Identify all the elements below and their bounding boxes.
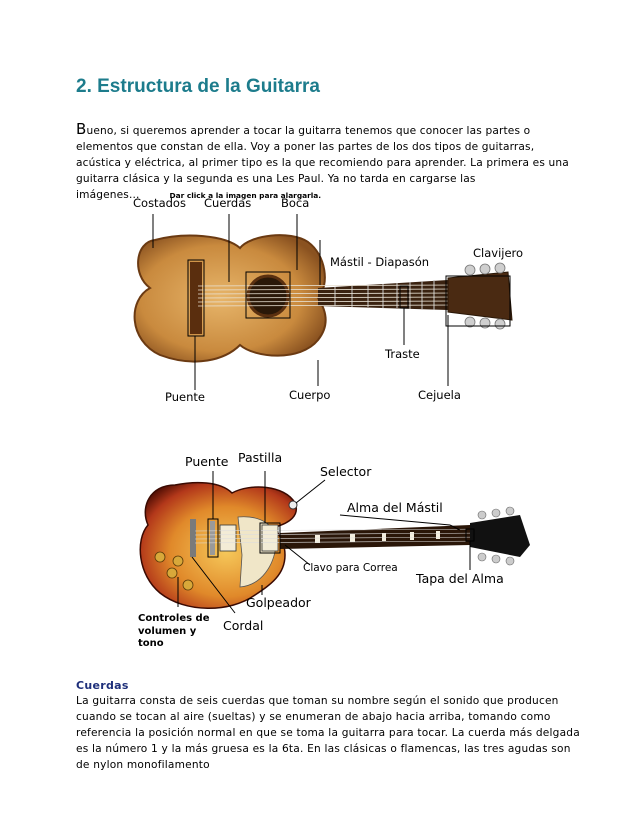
electric-headstock (470, 515, 530, 557)
label-selector: Selector (320, 464, 372, 479)
click-hint: Dar click a la imagen para alargarla. (169, 191, 322, 200)
label-alma-mastil: Alma del Mástil (347, 500, 443, 515)
label-cuerdas: Cuerdas (204, 196, 252, 210)
electric-bridge (210, 521, 215, 555)
electric-guitar-figure[interactable] (0, 445, 638, 655)
electric-tailpiece (190, 519, 196, 557)
electric-pickup-neck (262, 525, 278, 551)
acoustic-guitar-image[interactable] (0, 190, 638, 410)
electric-selector (289, 501, 297, 509)
label-tapa-alma: Tapa del Alma (416, 571, 504, 586)
electric-pickup-bridge (220, 525, 236, 551)
label-golpeador: Golpeador (246, 595, 311, 610)
label-puente-electric: Puente (185, 454, 229, 469)
label-puente-acoustic: Puente (165, 390, 205, 404)
acoustic-headstock (448, 272, 512, 320)
label-traste: Traste (385, 347, 420, 361)
page-title: 2. Estructura de la Guitarra (76, 76, 320, 97)
label-controles: Controles de volumen y tono (138, 613, 210, 649)
cuerdas-paragraph: La guitarra consta de seis cuerdas que toman su nombre según el sonido que producen cuando se tocan al aire (sueltas) y se enumeran de abajo hacia arriba, tomando como referencia la posición normal en que se toma la guitarra para tocar. La cuerda más delgada es la número 1 y la más gruesa es la 6ta. En las clásicas o flamencas, las tres agudas son de nylon monofilamento (76, 695, 580, 771)
label-clavijero: Clavijero (473, 246, 524, 260)
cuerdas-heading: Cuerdas (76, 679, 129, 692)
electric-guitar-image[interactable] (0, 445, 638, 655)
cuerdas-section (76, 679, 586, 773)
label-boca: Boca (281, 196, 310, 210)
acoustic-guitar-figure[interactable] (0, 190, 638, 410)
label-mastil: Mástil - Diapasón (330, 255, 430, 269)
intro-text: ueno, si queremos aprender a tocar la guitarra tenemos que conocer las partes o elementos que constan de ella. Voy a poner las partes de los dos tipos de guitarras, acústica y eléctrica, al primer tipo es la que recomiendo para aprender. La primera es una guitarra clásica y la segunda es una Les Paul. Ya no tarda en cargarse las imágenes... (76, 125, 569, 201)
intro-dropcap: B (76, 120, 87, 138)
label-cuerpo: Cuerpo (289, 388, 331, 402)
label-cejuela: Cejuela (418, 388, 461, 402)
label-cordal: Cordal (223, 618, 264, 633)
acoustic-soundhole (248, 276, 288, 316)
label-clavo-correa: Clavo para Correa (303, 562, 398, 574)
label-pastilla: Pastilla (238, 450, 283, 465)
electric-neck (280, 525, 470, 549)
label-costados: Costados (133, 196, 186, 210)
